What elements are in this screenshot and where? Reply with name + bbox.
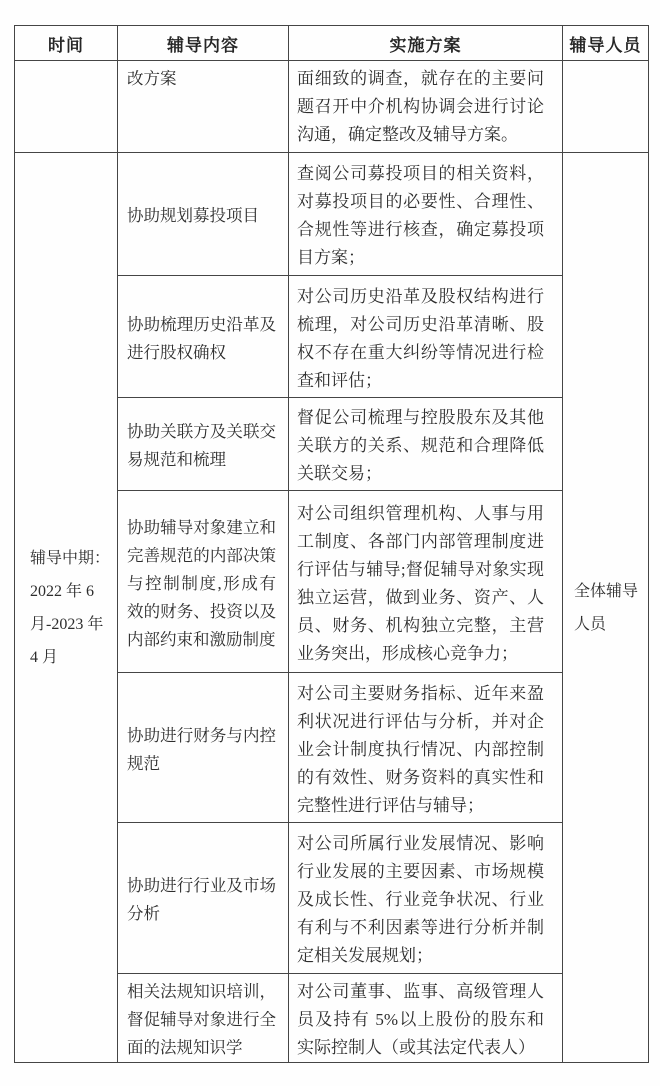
table-header-row [15,26,649,61]
time-cell-merged: 辅导中期：2022 年 6 月-2023 年 4 月 [15,153,118,1063]
personnel-cell-merged: 全体辅导人员 [563,153,649,1063]
table-row [15,61,649,153]
personnel-cell-empty [563,61,649,153]
plan-cell: 对公司董事、监事、高级管理人员及持有 5%以上股份的股东和实际控制人（或其法定代表人） [289,974,563,1063]
header-time: 时间 [15,26,118,61]
content-cell: 协助辅导对象建立和完善规范的内部决策与控制制度,形成有效的财务、投资以及内部约束和激励制度 [118,491,289,673]
plan-cell: 对公司主要财务指标、近年来盈利状况进行评估与分析，并对企业会计制度执行情况、内部控制的有效性、财务资料的真实性和完整性进行评估与辅导； [289,673,563,823]
plan-cell: 督促公司梳理与控股股东及其他关联方的关系、规范和合理降低关联交易； [289,398,563,491]
content-cell: 协助进行行业及市场分析 [118,823,289,974]
content-cell: 协助进行财务与内控规范 [118,673,289,823]
content-cell: 相关法规知识培训，督促辅导对象进行全面的法规知识学 [118,974,289,1063]
header-personnel: 辅导人员 [563,26,649,61]
time-cell-empty [15,61,118,153]
plan-cell: 对公司所属行业发展情况、影响行业发展的主要因素、市场规模及成长性、行业竞争状况、行业有利与不利因素等进行分析并制定相关发展规划； [289,823,563,974]
guidance-plan-table [14,25,649,1063]
header-content: 辅导内容 [118,26,289,61]
content-cell: 改方案 [118,61,289,153]
plan-cell: 对公司组织管理机构、人事与用工制度、各部门内部管理制度进行评估与辅导;督促辅导对象实现独立运营，做到业务、资产、人员、财务、机构独立完整，主营业务突出，形成核心竞争力； [289,491,563,673]
content-cell: 协助梳理历史沿革及进行股权确权 [118,276,289,398]
plan-cell: 查阅公司募投项目的相关资料，对募投项目的必要性、合理性、合规性等进行核查，确定募投项目方案； [289,153,563,276]
header-plan: 实施方案 [289,26,563,61]
content-cell: 协助关联方及关联交易规范和梳理 [118,398,289,491]
plan-cell: 面细致的调查，就存在的主要问题召开中介机构协调会进行讨论沟通，确定整改及辅导方案。 [289,61,563,153]
table-row [15,153,649,276]
content-cell: 协助规划募投项目 [118,153,289,276]
plan-cell: 对公司历史沿革及股权结构进行梳理，对公司历史沿革清晰、股权不存在重大纠纷等情况进行检查和评估； [289,276,563,398]
